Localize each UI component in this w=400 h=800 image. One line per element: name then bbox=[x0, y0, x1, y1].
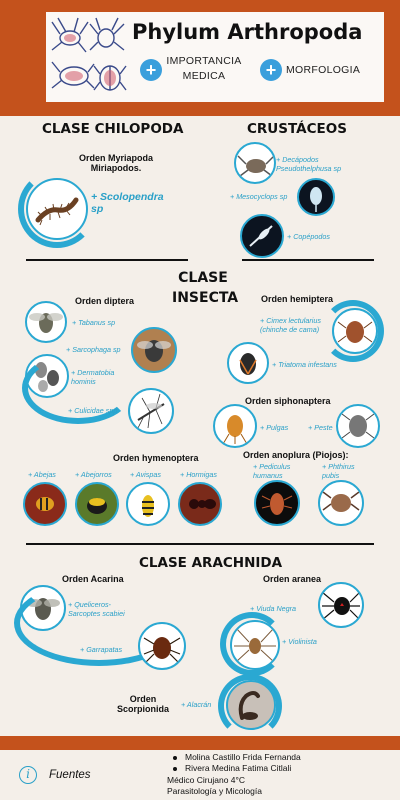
scolopendra-line1: + Scolopendra bbox=[91, 191, 164, 203]
decapodos-line2: Pseudothelphusa sp bbox=[276, 164, 342, 173]
divider-middle bbox=[26, 543, 374, 545]
pediculus-label bbox=[253, 462, 290, 480]
importancia-medica-label[interactable] bbox=[162, 54, 246, 84]
mesocyclops-label: + Mesocyclops sp bbox=[230, 192, 288, 201]
abejorros-image bbox=[75, 482, 119, 526]
footer-band bbox=[0, 736, 400, 750]
author-1-name: Molina Castillo Frida Fernanda bbox=[185, 752, 301, 762]
insecta-title-line2: INSECTA bbox=[172, 290, 239, 306]
phthirus-line1: + Phthirus bbox=[322, 462, 355, 471]
morfologia-button[interactable]: + bbox=[260, 59, 282, 81]
culicidae-label: + Culicidae spp. bbox=[68, 406, 120, 415]
aranea-order: Orden aranea bbox=[263, 574, 322, 584]
hormigas-image bbox=[178, 482, 222, 526]
tabanus-image bbox=[25, 301, 67, 343]
peste-image bbox=[336, 404, 380, 448]
violinista-image bbox=[230, 620, 280, 670]
alacran-image bbox=[226, 680, 276, 730]
cimex-image bbox=[332, 308, 378, 354]
importancia-label-line1: IMPORTANCIA bbox=[166, 55, 242, 67]
scorpionida-order bbox=[113, 694, 173, 714]
copepodos-image bbox=[240, 214, 284, 258]
decapodos-line1: + Decápodos bbox=[276, 155, 319, 164]
insecta-title bbox=[172, 268, 239, 308]
abejas-label: + Abejas bbox=[28, 470, 56, 479]
cimex-line1: + Cimex lectularius bbox=[260, 316, 321, 325]
scorpionida-order-line1: Orden bbox=[129, 694, 157, 704]
chilopoda-order-line1: Orden Myriapoda bbox=[78, 153, 153, 163]
scolopendra-label bbox=[91, 191, 164, 215]
arthropod-illustration bbox=[48, 14, 130, 100]
sarcophaga-label: + Sarcophaga sp bbox=[66, 345, 121, 354]
author-2-name: Rivera Medina Fatima Citlali bbox=[185, 763, 292, 773]
anoplura-order: Orden anoplura (Piojos): bbox=[243, 450, 349, 460]
decapodos-image bbox=[234, 142, 276, 184]
hemiptera-order: Orden hemiptera bbox=[261, 294, 334, 304]
sarcophaga-image bbox=[131, 327, 177, 373]
hymenoptera-order: Orden hymenoptera bbox=[113, 453, 199, 463]
abejorros-label: + Abejorros bbox=[75, 470, 112, 479]
morfologia-label[interactable]: MORFOLOGIA bbox=[286, 64, 361, 76]
avispas-label: + Avispas bbox=[130, 470, 161, 479]
pediculus-image bbox=[254, 480, 300, 526]
pediculus-line2: humanus bbox=[253, 471, 283, 480]
peste-label: + Peste bbox=[308, 423, 333, 432]
arachnida-title: CLASE ARACHNIDA bbox=[139, 555, 283, 571]
phthirus-line2: pubis bbox=[322, 471, 340, 480]
insecta-title-line1: CLASE bbox=[178, 270, 228, 286]
triatoma-label: + Triatoma infestans bbox=[272, 360, 337, 369]
tabanus-label: + Tabanus sp bbox=[72, 318, 116, 327]
sarcoptes-line2: Sarcoptes scabiei bbox=[68, 609, 125, 618]
scorpionida-order-line2: Scorpionida bbox=[116, 704, 169, 714]
pulgas-label: + Pulgas bbox=[260, 423, 289, 432]
course-line: Médico Cirujano 4°C bbox=[167, 775, 246, 785]
course-info bbox=[167, 775, 262, 797]
hormigas-label: + Hormigas bbox=[180, 470, 217, 479]
importancia-medica-button[interactable]: + bbox=[140, 59, 162, 81]
dermatobia-line2: hominis bbox=[71, 377, 96, 386]
violinista-label: + Violinista bbox=[282, 637, 317, 646]
chilopoda-title: CLASE CHILOPODA bbox=[42, 121, 184, 137]
importancia-label-line2: MEDICA bbox=[182, 70, 226, 82]
siphonaptera-order: Orden siphonaptera bbox=[245, 396, 331, 406]
cimex-line2: (chinche de cama) bbox=[260, 325, 320, 334]
alacran-label: + Alacrán bbox=[181, 700, 212, 709]
copepodos-label: + Copépodos bbox=[287, 232, 330, 241]
scolopendra-line2: sp bbox=[91, 203, 104, 215]
author-list bbox=[173, 752, 301, 774]
mesocyclops-image bbox=[297, 178, 335, 216]
phthirus-label bbox=[322, 462, 355, 480]
author-1 bbox=[173, 752, 301, 763]
author-2 bbox=[173, 763, 301, 774]
subject-line: Parasitología y Micología bbox=[167, 786, 262, 796]
info-icon[interactable]: i bbox=[19, 766, 37, 784]
chilopoda-order-line2: Miriapodos. bbox=[90, 163, 142, 173]
scolopendra-image bbox=[26, 178, 88, 240]
page-title: Phylum Arthropoda bbox=[132, 20, 363, 44]
sarcoptes-line1: + Queliceros- bbox=[68, 600, 111, 609]
viuda-negra-image bbox=[318, 582, 364, 628]
decapodos-label bbox=[276, 155, 341, 173]
pulgas-image bbox=[213, 404, 257, 448]
phthirus-image bbox=[318, 480, 364, 526]
abejas-image bbox=[23, 482, 67, 526]
garrapatas-image bbox=[138, 622, 186, 670]
viuda-negra-label: + Viuda Negra bbox=[250, 604, 297, 613]
pediculus-line1: + Pediculus bbox=[253, 462, 291, 471]
triatoma-image bbox=[227, 342, 269, 384]
crustaceos-title: CRUSTÁCEOS bbox=[247, 121, 347, 137]
diptera-order: Orden diptera bbox=[75, 296, 135, 306]
sources-link[interactable]: Fuentes bbox=[49, 769, 91, 781]
culicidae-image bbox=[128, 388, 174, 434]
cimex-label bbox=[260, 316, 321, 334]
dermatobia-line1: + Dermatobia bbox=[71, 368, 115, 377]
avispas-image bbox=[126, 482, 170, 526]
acarina-order: Orden Acarina bbox=[62, 574, 124, 584]
divider-top-left bbox=[26, 259, 188, 261]
divider-top-right bbox=[242, 259, 374, 261]
chilopoda-order bbox=[66, 153, 166, 173]
garrapatas-label: + Garrapatas bbox=[80, 645, 123, 654]
